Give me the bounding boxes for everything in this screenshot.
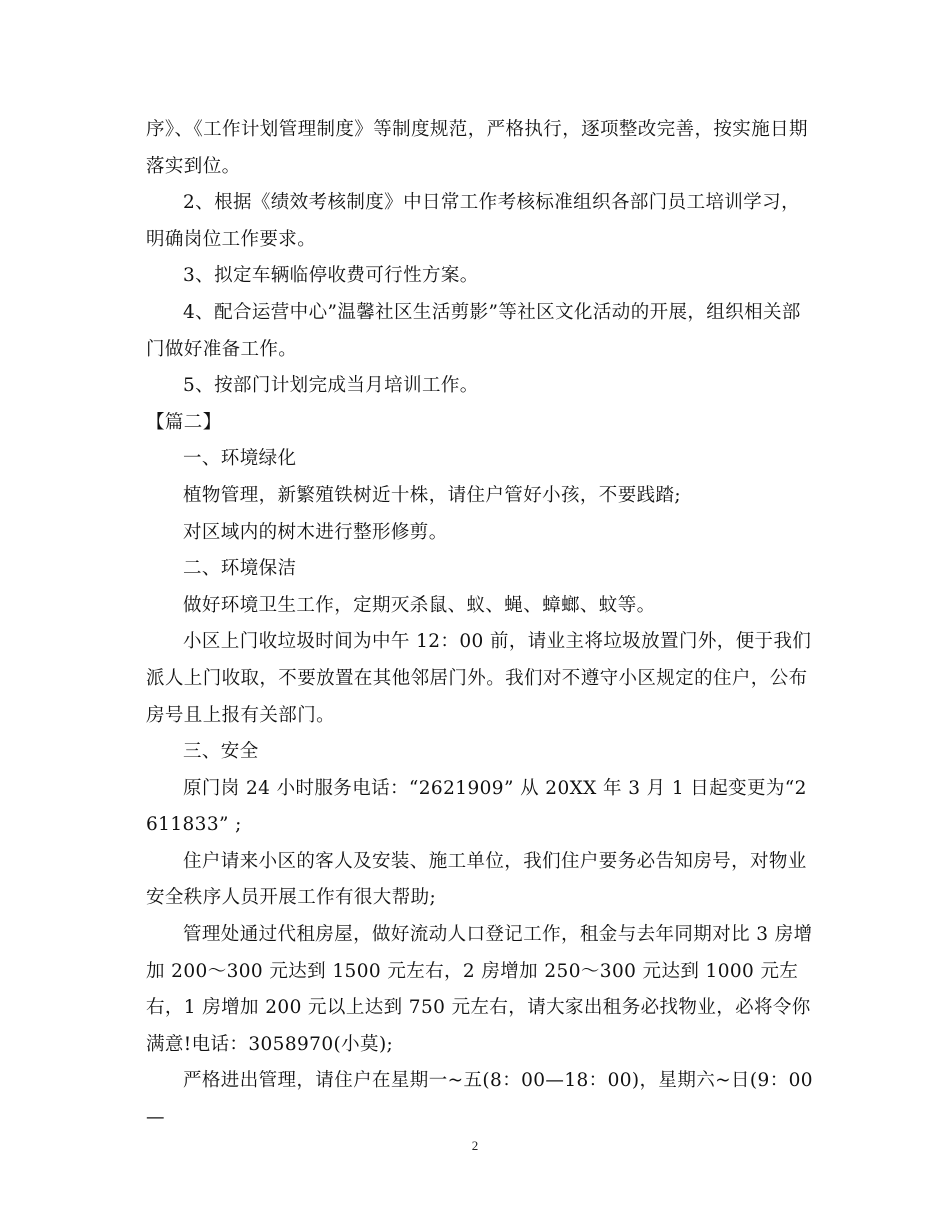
paragraph-plant-management: 植物管理，新繁殖铁树近十株，请住户管好小孩，不要践踏;: [183, 484, 682, 506]
section-heading-part-two: 【篇二】: [146, 411, 222, 433]
paragraph-item-5-monthly-training: 5、按部门计划完成当月培训工作。: [183, 375, 479, 397]
page-number: 2: [471, 1138, 479, 1153]
paragraph-continued-regulations: 序》、《工作计划管理制度》等制度规范，严格执行，逐项整改完善，按实施日期落实到位。: [146, 119, 808, 177]
subheading-greening: 一、环境绿化: [183, 448, 297, 470]
subheading-security: 三、安全: [183, 741, 259, 763]
paragraph-item-2-training: 2、根据《绩效考核制度》中日常工作考核标准组织各部门员工培训学习，明确岗位工作要求。: [146, 192, 800, 250]
paragraph-access-control: 严格进出管理，请住户在星期一~五(8：00—18：00)，星期六~日(9：00—: [146, 1070, 813, 1129]
paragraph-pest-control: 做好环境卫生工作，定期灭杀鼠、蚁、蝇、蟑螂、蚊等。: [183, 594, 656, 616]
paragraph-visitor-notice: 住户请来小区的客人及安装、施工单位，我们住户要务必告知房号，对物业安全秩序人员开展工作有很大帮助;: [146, 850, 807, 909]
paragraph-item-3-parking-fee: 3、拟定车辆临停收费可行性方案。: [183, 265, 479, 287]
paragraph-garbage-collection: 小区上门收垃圾时间为中午 12：00 前，请业主将垃圾放置门外，便于我们派人上门收取，不要放置在其他邻居门外。我们对不遵守小区规定的住户，公布房号且上报有关部门。: [146, 631, 812, 726]
paragraph-rental-service: 管理处通过代租房屋，做好流动人口登记工作，租金与去年同期对比 3 房增加 200～300 元达到 1500 元左右，2 房增加 250～300 元达到 1000 元左右，1 房增加 200 元以上达到 750 元左右，请大家出租务必找物业，必将令你满意!电话：3058970(小莫);: [146, 924, 813, 1055]
paragraph-item-4-community-activity: 4、配合运营中心”温馨社区生活剪影”等社区文化活动的开展，组织相关部门做好准备工作。: [146, 301, 801, 360]
paragraph-tree-pruning: 对区域内的树木进行整形修剪。: [183, 521, 448, 543]
subheading-cleaning: 二、环境保洁: [183, 558, 297, 580]
paragraph-service-phone-change: 原门岗 24 小时服务电话：“2621909” 从 20XX 年 3 月 1 日起变更为“2611833” ;: [146, 777, 807, 836]
document-body: [146, 112, 816, 1137]
